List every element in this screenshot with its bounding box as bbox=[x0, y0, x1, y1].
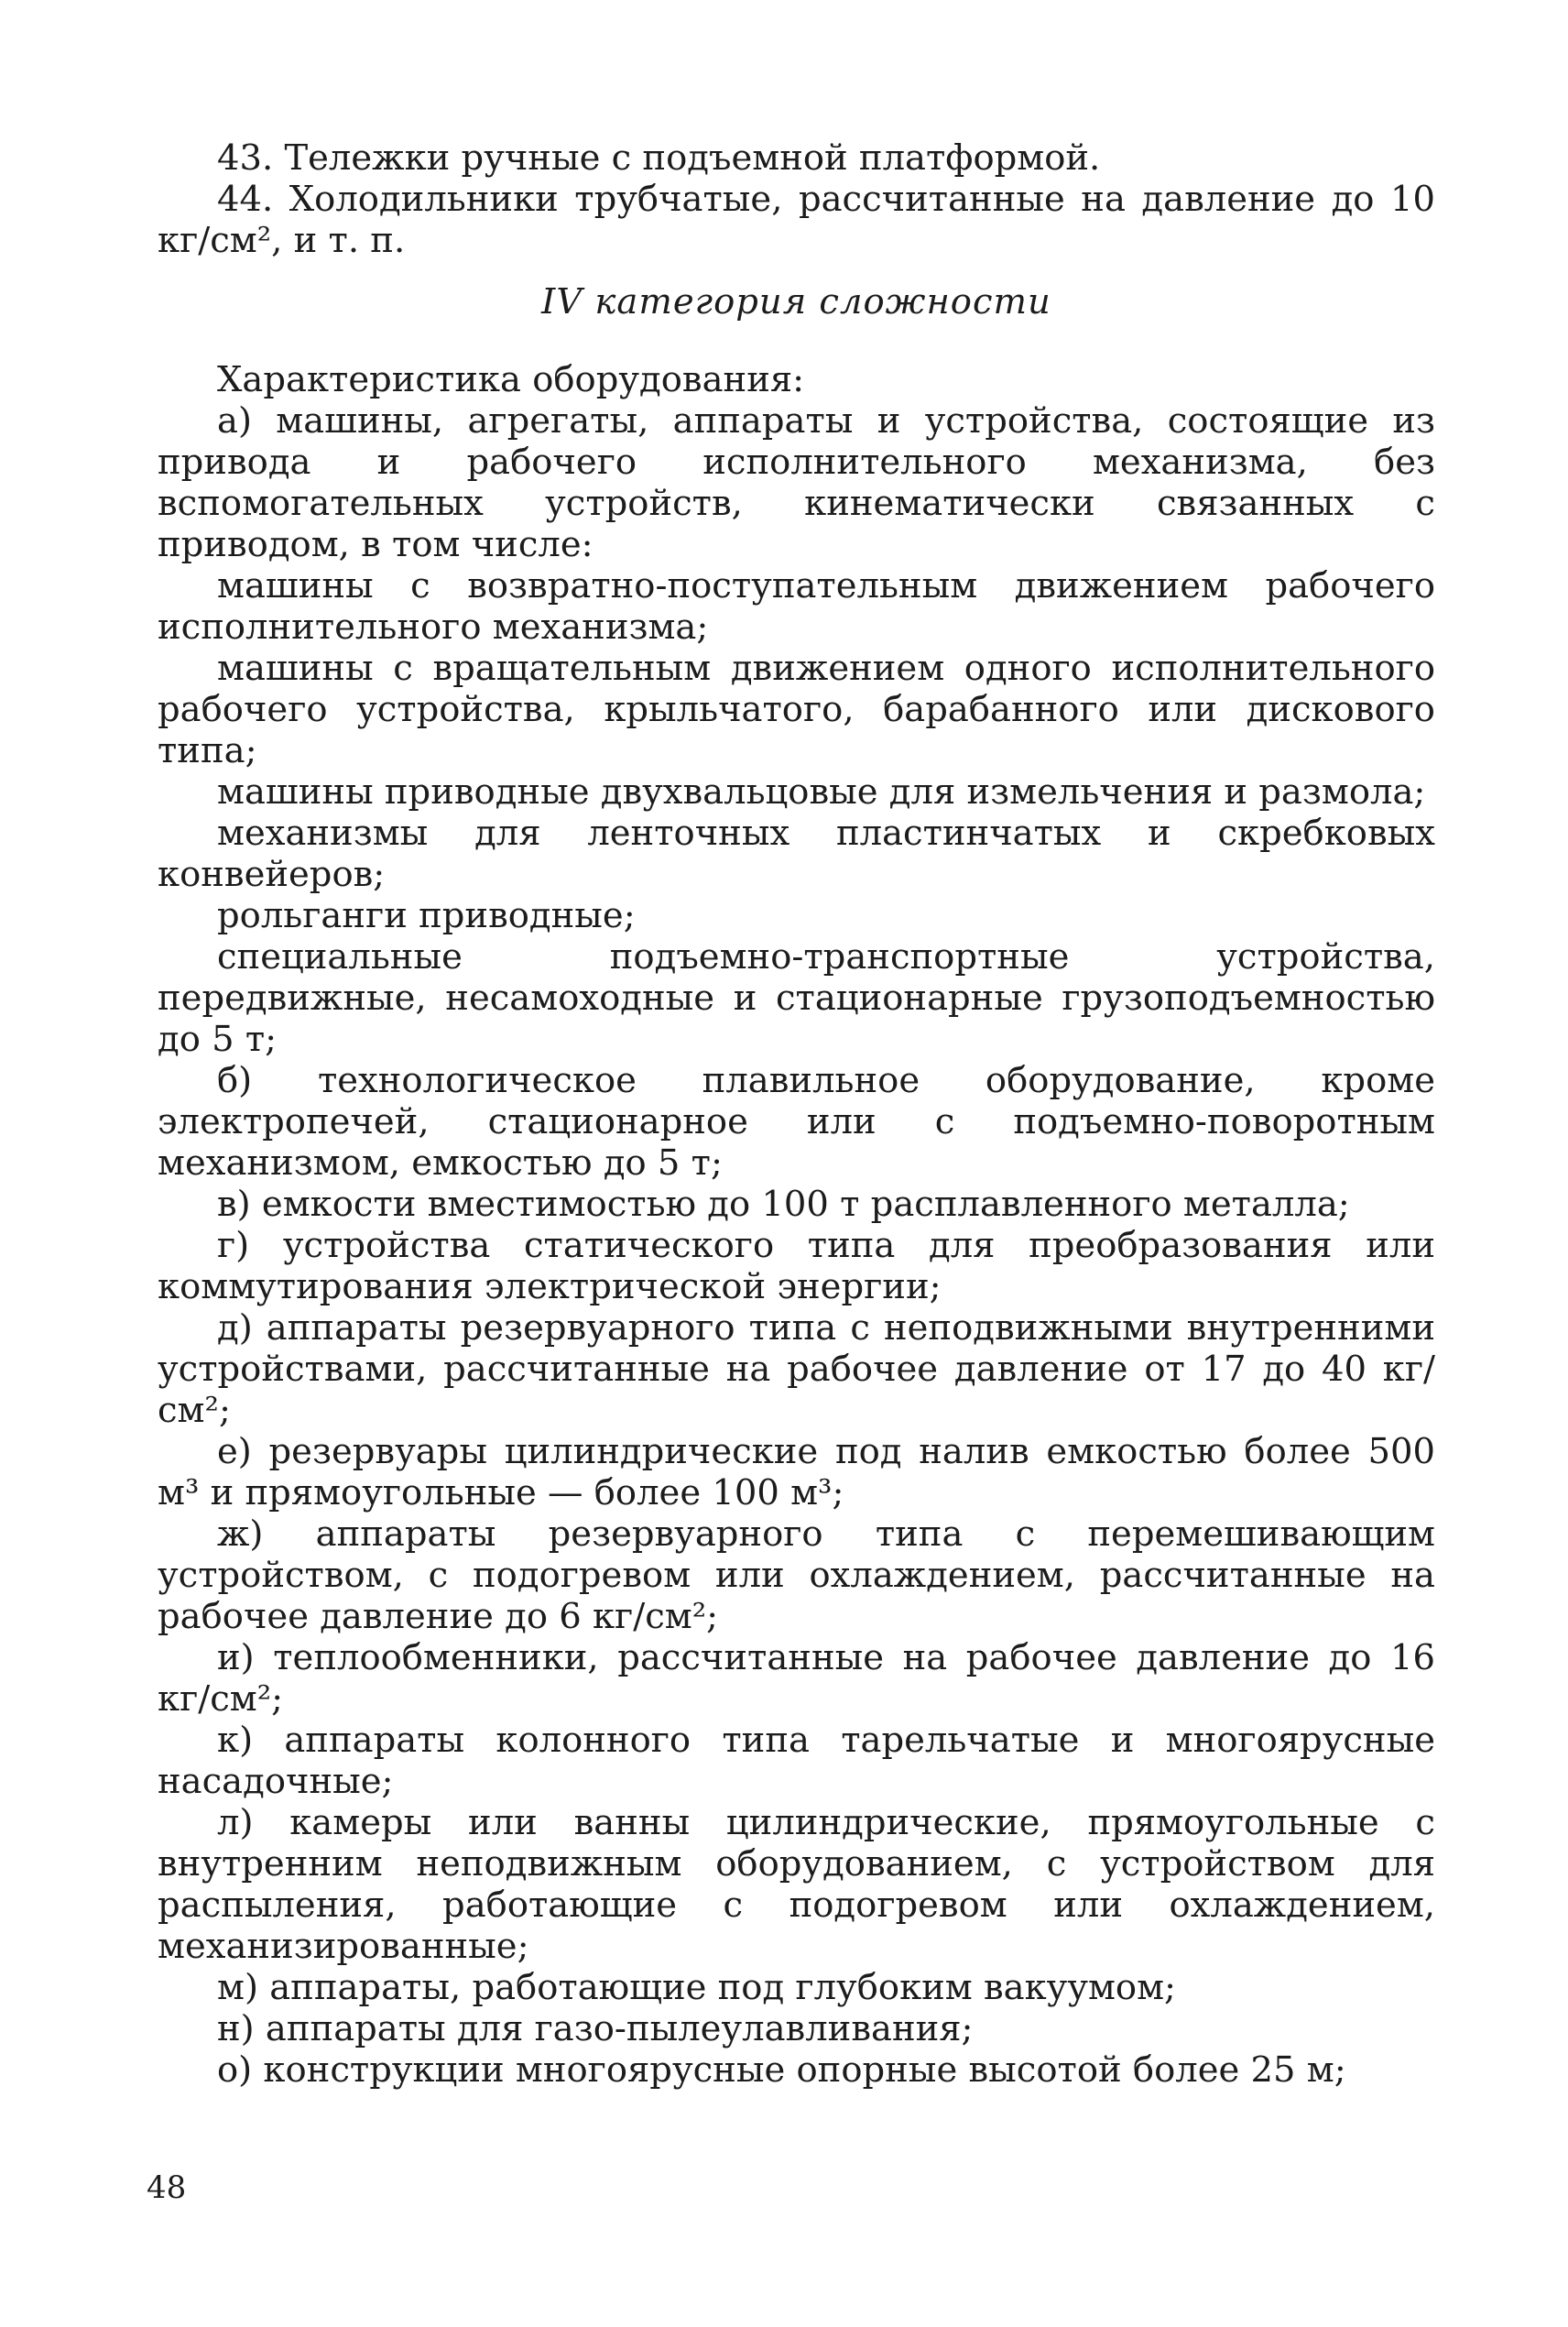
item-a-sub-5: рольганги приводные; bbox=[217, 895, 636, 936]
item-g: г) устройства статического типа для преобразования или коммутирования электрической энергии; bbox=[158, 1225, 1435, 1307]
item-n: н) аппараты для газо-пылеулавливания; bbox=[217, 2008, 974, 2049]
item-m: м) аппараты, работающие под глубоким вакуумом; bbox=[217, 1967, 1177, 2008]
item-zh: ж) аппараты резервуарного типа с перемешивающим устройством, с подогревом или охлаждением, рассчитанные на рабочее давление до 6 кг/см²; bbox=[158, 1513, 1435, 1637]
item-l: л) камеры или ванны цилиндрические, прямоугольные с внутренним неподвижным оборудованием, с устройством для распыления, работающие с подогревом или охлаждением, механизированные; bbox=[158, 1802, 1435, 1967]
item-o: о) конструкции многоярусные опорные высотой более 25 м; bbox=[217, 2049, 1346, 2091]
item-a: а) машины, агрегаты, аппараты и устройства, состоящие из привода и рабочего исполнительного механизма, без вспомогательных устройств, кинематически связанных с приводом, в том числе: bbox=[158, 400, 1435, 565]
item-a-sub-3: машины приводные двухвальцовые для измельчения и размола; bbox=[217, 771, 1426, 813]
section-heading: IV категория сложности bbox=[541, 281, 1051, 322]
item-v: в) емкости вместимостью до 100 т расплавленного металла; bbox=[217, 1184, 1350, 1225]
item-i: и) теплообменники, рассчитанные на рабочее давление до 16 кг/см²; bbox=[158, 1637, 1435, 1720]
item-d: д) аппараты резервуарного типа с неподвижными внутренними устройствами, рассчитанные на рабочее давление от 17 до 40 кг/см²; bbox=[158, 1307, 1435, 1431]
equipment-characteristics-intro: Характеристика оборудования: bbox=[217, 359, 805, 400]
page-number: 48 bbox=[147, 2169, 187, 2206]
paragraph-44: 44. Холодильники трубчатые, рассчитанные на давление до 10 кг/см², и т. п. bbox=[158, 179, 1435, 261]
item-a-sub-2: машины с вращательным движением одного исполнительного рабочего устройства, крыльчатого, барабанного или дискового типа; bbox=[158, 648, 1435, 771]
page-body bbox=[158, 137, 1435, 2091]
paragraph-43: 43. Тележки ручные с подъемной платформой. bbox=[217, 137, 1101, 179]
item-b: б) технологическое плавильное оборудование, кроме электропечей, стационарное или с подъемно-поворотным механизмом, емкостью до 5 т; bbox=[158, 1060, 1435, 1184]
item-a-sub-4: механизмы для ленточных пластинчатых и скребковых конвейеров; bbox=[158, 813, 1435, 895]
item-a-sub-1: машины с возвратно-поступательным движением рабочего исполнительного механизма; bbox=[158, 565, 1435, 648]
item-a-sub-6: специальные подъемно-транспортные устройства, передвижные, несамоходные и стационарные грузоподъемностью до 5 т; bbox=[158, 936, 1435, 1060]
item-k: к) аппараты колонного типа тарельчатые и многоярусные насадочные; bbox=[158, 1720, 1435, 1802]
item-e: е) резервуары цилиндрические под налив емкостью более 500 м³ и прямоугольные — более 100 м³; bbox=[158, 1431, 1435, 1513]
